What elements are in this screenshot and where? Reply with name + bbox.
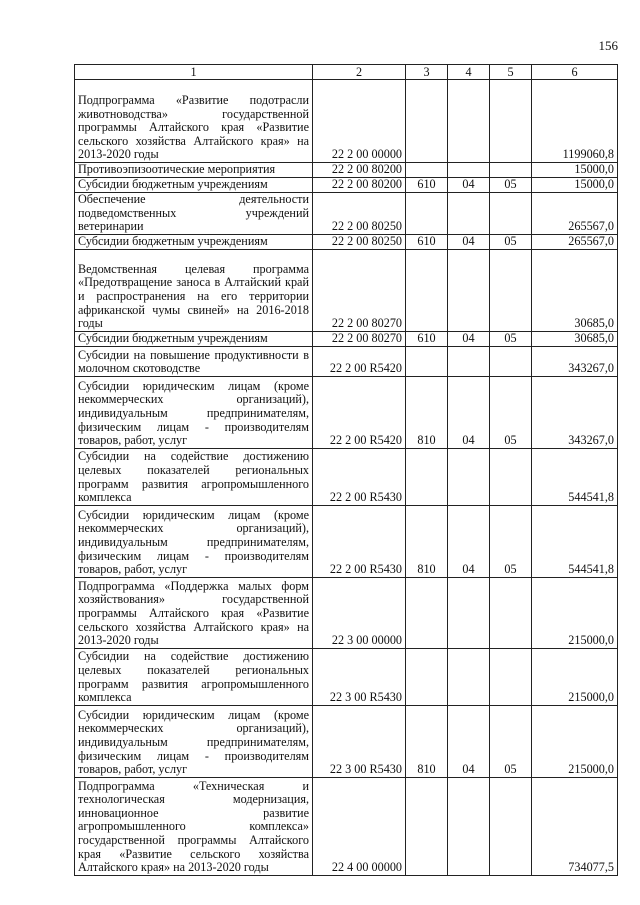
column-header: 1 [75, 65, 313, 80]
table-row [75, 331, 618, 346]
row-sum: 30685,0 [532, 249, 618, 331]
row-pr: 05 [490, 178, 532, 193]
row-pr: 05 [490, 234, 532, 249]
row-rz: 04 [448, 705, 490, 777]
row-rz: 04 [448, 505, 490, 577]
row-rz: 04 [448, 331, 490, 346]
row-rz [448, 346, 490, 376]
row-pr [490, 163, 532, 178]
row-vr [406, 648, 448, 705]
row-sum: 734077,5 [532, 777, 618, 875]
row-sum: 544541,8 [532, 448, 618, 505]
row-vr [406, 249, 448, 331]
row-vr [406, 577, 448, 648]
row-sum: 544541,8 [532, 505, 618, 577]
row-pr [490, 249, 532, 331]
row-vr: 810 [406, 505, 448, 577]
row-sum: 1199060,8 [532, 80, 618, 163]
row-code: 22 4 00 00000 [313, 777, 406, 875]
row-rz: 04 [448, 376, 490, 448]
column-header: 4 [448, 65, 490, 80]
row-rz [448, 448, 490, 505]
row-sum: 265567,0 [532, 234, 618, 249]
row-vr: 610 [406, 178, 448, 193]
row-name: Субсидии на содействие достижению целевых показателей региональных программ развития агропромышленного комплекса [75, 648, 313, 705]
row-vr [406, 346, 448, 376]
row-code: 22 3 00 00000 [313, 577, 406, 648]
table-row [75, 178, 618, 193]
row-name: Противоэпизоотические мероприятия [75, 163, 313, 178]
table-row [75, 80, 618, 163]
row-vr: 610 [406, 234, 448, 249]
row-sum: 15000,0 [532, 163, 618, 178]
row-pr: 05 [490, 505, 532, 577]
row-code: 22 2 00 R5430 [313, 505, 406, 577]
row-sum: 30685,0 [532, 331, 618, 346]
row-vr: 610 [406, 331, 448, 346]
table-row [75, 249, 618, 331]
row-sum: 343267,0 [532, 346, 618, 376]
row-rz [448, 80, 490, 163]
column-header: 2 [313, 65, 406, 80]
row-pr [490, 80, 532, 163]
row-name: Субсидии на повышение продуктивности в молочном скотоводстве [75, 346, 313, 376]
row-code: 22 3 00 R5430 [313, 705, 406, 777]
table-row [75, 376, 618, 448]
row-rz [448, 648, 490, 705]
row-rz: 04 [448, 234, 490, 249]
column-header: 5 [490, 65, 532, 80]
row-pr [490, 577, 532, 648]
row-vr [406, 777, 448, 875]
table-header-row [75, 65, 618, 80]
row-pr: 05 [490, 376, 532, 448]
row-code: 22 2 00 80200 [313, 178, 406, 193]
row-name: Субсидии бюджетным учреждениям [75, 178, 313, 193]
table-row [75, 705, 618, 777]
row-pr [490, 346, 532, 376]
row-pr [490, 648, 532, 705]
row-sum: 343267,0 [532, 376, 618, 448]
row-name: Субсидии юридическим лицам (кроме некоммерческих организаций), индивидуальным предпринимателям, физическим лицам - производителям товаров, работ, услуг [75, 705, 313, 777]
row-vr [406, 448, 448, 505]
table-row [75, 577, 618, 648]
row-name: Подпрограмма «Поддержка малых форм хозяйствования» государственной программы Алтайского края «Развитие сельского хозяйства Алтайского края» на 2013-2020 годы [75, 577, 313, 648]
table-row [75, 193, 618, 235]
row-code: 22 2 00 R5430 [313, 448, 406, 505]
row-rz [448, 249, 490, 331]
table-row [75, 505, 618, 577]
row-name: Подпрограмма «Техническая и технологическая модернизация, инновационное развитие агропромышленного комплекса» государственной программы Алтайского края «Развитие сельского хозяйства Алтайского края» на 2013-2020 годы [75, 777, 313, 875]
row-code: 22 2 00 80250 [313, 234, 406, 249]
row-name: Обеспечение деятельности подведомственных учреждений ветеринарии [75, 193, 313, 235]
row-pr: 05 [490, 331, 532, 346]
row-pr [490, 448, 532, 505]
row-sum: 265567,0 [532, 193, 618, 235]
row-pr: 05 [490, 705, 532, 777]
row-code: 22 2 00 R5420 [313, 346, 406, 376]
row-vr [406, 80, 448, 163]
row-code: 22 2 00 80270 [313, 249, 406, 331]
row-name: Подпрограмма «Развитие подотрасли животноводства» государственной программы Алтайского края «Развитие сельского хозяйства Алтайского края» на 2013-2020 годы [75, 80, 313, 163]
row-code: 22 2 00 80200 [313, 163, 406, 178]
row-rz [448, 777, 490, 875]
table-row [75, 648, 618, 705]
row-code: 22 2 00 80270 [313, 331, 406, 346]
table-row [75, 234, 618, 249]
row-code: 22 2 00 00000 [313, 80, 406, 163]
row-sum: 215000,0 [532, 705, 618, 777]
row-name: Субсидии бюджетным учреждениям [75, 234, 313, 249]
row-name: Субсидии на содействие достижению целевых показателей региональных программ развития агропромышленного комплекса [75, 448, 313, 505]
row-code: 22 2 00 R5420 [313, 376, 406, 448]
row-code: 22 2 00 80250 [313, 193, 406, 235]
row-rz [448, 163, 490, 178]
column-header: 3 [406, 65, 448, 80]
table-row [75, 163, 618, 178]
page-number: 156 [598, 38, 618, 53]
row-pr [490, 193, 532, 235]
row-name: Ведомственная целевая программа «Предотвращение заноса в Алтайский край и распространения на его территории африканской чумы свиней» на 2016-2018 годы [75, 249, 313, 331]
table-row [75, 448, 618, 505]
row-vr [406, 163, 448, 178]
row-vr: 810 [406, 376, 448, 448]
column-header: 6 [532, 65, 618, 80]
row-name: Субсидии бюджетным учреждениям [75, 331, 313, 346]
table-row [75, 346, 618, 376]
row-vr: 810 [406, 705, 448, 777]
row-sum: 215000,0 [532, 577, 618, 648]
budget-table [74, 64, 618, 876]
table-row [75, 777, 618, 875]
row-code: 22 3 00 R5430 [313, 648, 406, 705]
row-sum: 15000,0 [532, 178, 618, 193]
row-rz [448, 193, 490, 235]
row-sum: 215000,0 [532, 648, 618, 705]
row-rz [448, 577, 490, 648]
row-name: Субсидии юридическим лицам (кроме некоммерческих организаций), индивидуальным предпринимателям, физическим лицам - производителям товаров, работ, услуг [75, 376, 313, 448]
row-pr [490, 777, 532, 875]
row-rz: 04 [448, 178, 490, 193]
row-vr [406, 193, 448, 235]
row-name: Субсидии юридическим лицам (кроме некоммерческих организаций), индивидуальным предпринимателям, физическим лицам - производителям товаров, работ, услуг [75, 505, 313, 577]
